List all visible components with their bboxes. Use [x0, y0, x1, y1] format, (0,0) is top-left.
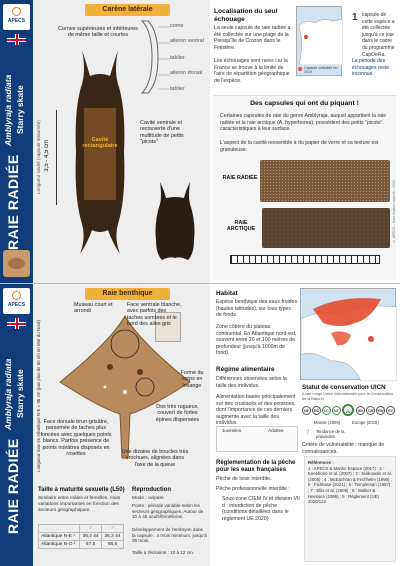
- repro-taille: Taille à l'éclosion : 10 à 12 cm.: [132, 550, 195, 555]
- picots-text: Certaines capsules de raie du genre Amblyraja, auquel appartient la raie radiée et la raie arctique (A. hyperborea), possèdent des petits "picots" caractéristiques à leur surface.: [220, 113, 387, 133]
- loc-text: La seule capsule de raie radiée a été collectée sur une plage de la Presqu'île de Crozon dans le Finistère.: [214, 25, 291, 51]
- maturity-table: ♀ ♂ Atlantique N-E ¹ 38,4 44 36,2 44 Atlantique N-O ² 67,5 86,5: [38, 524, 124, 549]
- capsule-ventral-image: [150, 180, 200, 265]
- uk-flag-icon: [7, 34, 26, 45]
- repro-ponte: Ponte : période variable selon les secteurs géographiques. Autour de 10 à 45 oeufs/femelle/an.: [132, 503, 204, 520]
- cavite-label: Cavité rectangulaire: [82, 137, 118, 150]
- peche-pro: Pêche professionnelle interdite :: [216, 486, 290, 492]
- cavite-ventrale-text: Cavité ventrale et recouverte d'une multitude de petits "picots": [140, 120, 184, 146]
- texture-radiee: [260, 160, 390, 202]
- question-icon: ?: [306, 430, 310, 436]
- side-bar: [0, 0, 33, 283]
- uicn-monde: Monde (2009): [314, 420, 341, 425]
- peche-zone: Sous-zone CIEM IV et division VII d : interdiction de pêche (conditions détaillées dans le règlement UE 2020): [222, 496, 300, 522]
- distribution-map: [300, 288, 396, 380]
- apecs-logo-2: APECS: [3, 288, 30, 314]
- ann-epines: Dos très rugueux, couvert de fortes épines dispersées: [155, 404, 200, 423]
- regime-text: Différences observées selon la taille des individus.: [216, 376, 287, 389]
- picots-text-2: L'aspect de la cavité ressemble à du papier de verre et sa texture est granuleuse.: [220, 140, 379, 153]
- length-axis: Longueur max en Atlantique N-E = 95 cm (pas plus de 60 cm en Mer du Nord): [36, 320, 41, 472]
- period-text: La période des échouages reste inconnue.: [352, 58, 389, 78]
- page-adult: [0, 283, 400, 566]
- ann-forme: Forme du corps en losange: [180, 370, 204, 389]
- legend-dot: [298, 67, 302, 71]
- diet-adultes: Adultes: [268, 428, 284, 433]
- count-number: 1: [352, 12, 358, 23]
- repro-dev: Développement de l'embryon dans la capsule : 4 mois minimum, jusqu'à 36 mois.: [132, 527, 207, 544]
- size-bracket: [56, 110, 57, 205]
- count-text: capsule de cette espèce a été collectée jusqu'à ce jour dans le cadre du programme CapOeRa.: [362, 12, 395, 58]
- regime-title: Régime alimentaire: [216, 366, 275, 373]
- apecs-logo: APECS: [3, 4, 30, 30]
- references: [304, 456, 396, 562]
- label-raie-radiee: RAIE RADIÉE: [222, 175, 258, 181]
- size-range: 3,5 - 4,5 cm: [44, 140, 50, 172]
- uicn-lc: LC: [322, 406, 331, 415]
- peche-title: Réglementation de la pêche pour les eaux françaises: [216, 460, 296, 473]
- distribution-shapes: [301, 289, 397, 381]
- label-aileron-dorsal: aileron dorsal: [170, 70, 203, 76]
- table-row: Atlantique N-O ² 67,5 86,5: [39, 541, 124, 549]
- ray-thumbnail: [3, 250, 30, 277]
- ann-museau: Museau court et arrondi: [74, 302, 113, 315]
- cornes-text: Cornes supérieures et inférieures de même taille et courtes: [58, 26, 138, 39]
- uicn-ex: EX: [386, 406, 395, 415]
- regime-text-2: Alimentation basée principalement sur des crustacés et des poissons, dont l'importance de ces derniers augmente avec la taille des individus.: [216, 394, 296, 427]
- label-corne: corne: [170, 23, 184, 29]
- maturity-title: Taille à maturité sexuelle (L50): [38, 487, 125, 493]
- size-axis-label: Longueur cavité (capsule retournée): [36, 120, 41, 195]
- uicn-title: Statut de conservation UICN: [302, 384, 386, 391]
- habitat-text: Espèce benthique des eaux froides (hautes latitudes), sur tous types de fonds.: [216, 299, 298, 319]
- refs-text: 1 : APECS & Marine Espace (2017) ; 2 : Kneebone et al. (2007) ; 3 : Sulikowski et al. (2005) ; 4 : McEachran & Fechhelm (1998) ; 5 : Fishbase (2021) ; 6 : Templeman (1987) ; 7 : Ellis et al. (2009) ; 8 : Walker & Heessen (1996) ; 9 : Règlement (UE) 2020/123: [308, 465, 392, 505]
- habitat-title: Habitat: [216, 290, 238, 297]
- habitat-text-2: Zone côtière du plateau continental. En Atlantique nord-est, souvent entre 20 et 100 mètres de profondeur (jusqu'à 1000m de fond).: [216, 324, 297, 357]
- label-tablier-2: tablier: [170, 86, 185, 92]
- species-latin-2: Amblyraja radiata: [3, 358, 13, 430]
- uicn-europe: Europe (2015): [352, 420, 379, 425]
- uicn-scale: [302, 404, 396, 418]
- side-credit: © APECS – fiche espèce capsule – 2021: [392, 180, 396, 243]
- uicn-nt: NT: [332, 406, 341, 415]
- uicn-ne: NE: [302, 406, 311, 415]
- refs-title: Références :: [308, 460, 334, 465]
- uicn-en: EN: [356, 406, 365, 415]
- benthique-banner: Raie benthique: [85, 288, 170, 300]
- carene-banner: Carène latérale: [85, 4, 170, 16]
- uicn-tendance: Tendance de la population: [316, 429, 345, 439]
- species-english-2: Starry skate: [15, 369, 25, 419]
- species-french-2: RAIE RADIÉE: [5, 438, 21, 534]
- map-legend: Capsule collectée en 2019: [304, 66, 338, 74]
- picots-title: Des capsules qui ont du piquant !: [250, 100, 359, 107]
- uicn-cr: CR: [366, 406, 375, 415]
- loc-title: Localisation du seul échouage: [214, 8, 278, 23]
- ann-face-ventrale: Face ventrale blanche, avec parfois des taches sombres et le bord des ailes gris: [127, 302, 182, 328]
- uicn-dd: DD: [312, 406, 321, 415]
- maturity-text: Similaire entre mâles et femelles, mais variations importantes en fonction des secteurs géographiques.: [38, 496, 121, 513]
- uicn-ew: EW: [376, 406, 385, 415]
- species-latin: Amblyraja radiata: [3, 74, 13, 146]
- label-tablier: tablier: [170, 55, 185, 61]
- uicn-critere: Critère de vulnérabilité : manque de connaissances.: [302, 442, 385, 455]
- peche-loisir: Pêche de loisir interdite.: [216, 476, 272, 482]
- side-bar-2: [0, 284, 33, 566]
- repro-mode: Mode : ovipare: [132, 496, 164, 501]
- capsule-image: [60, 48, 140, 258]
- ann-boucles: Une dizaine de boucles très crochues, alignées dans l'axe de la queue: [121, 449, 189, 468]
- diet-juveniles: Juvéniles: [222, 428, 242, 433]
- uicn-vu: VU: [342, 404, 354, 416]
- label-aileron-ventral: aileron ventral: [170, 38, 204, 44]
- table-row: Atlantique N-E ¹ 38,4 44 36,2 44: [39, 533, 124, 541]
- uk-flag-icon-2: [7, 318, 26, 329]
- loc-text-2: Les échouages sont rares car la France se trouve à la limite de l'aire de répartition géographique de l'espèce.: [214, 58, 290, 84]
- texture-arctique: [262, 208, 390, 248]
- species-french: RAIE RADIÉE: [5, 154, 21, 250]
- label-raie-arctique: RAIE ARCTIQUE: [226, 220, 256, 232]
- repro-title: Reproduction: [132, 487, 171, 493]
- scale-ruler: [230, 255, 380, 264]
- map-land: [297, 7, 343, 65]
- uicn-sub: (Liste rouge Union Internationale pour la Conservation de la Nature): [302, 392, 394, 401]
- species-english: Starry skate: [15, 85, 25, 135]
- ann-face-dorsale: Face dorsale brun-grisâtre, parsemée de taches plus foncées avec quelques points blancs. Parfois présence de points noirâtres disposés en rosettes: [40, 419, 112, 458]
